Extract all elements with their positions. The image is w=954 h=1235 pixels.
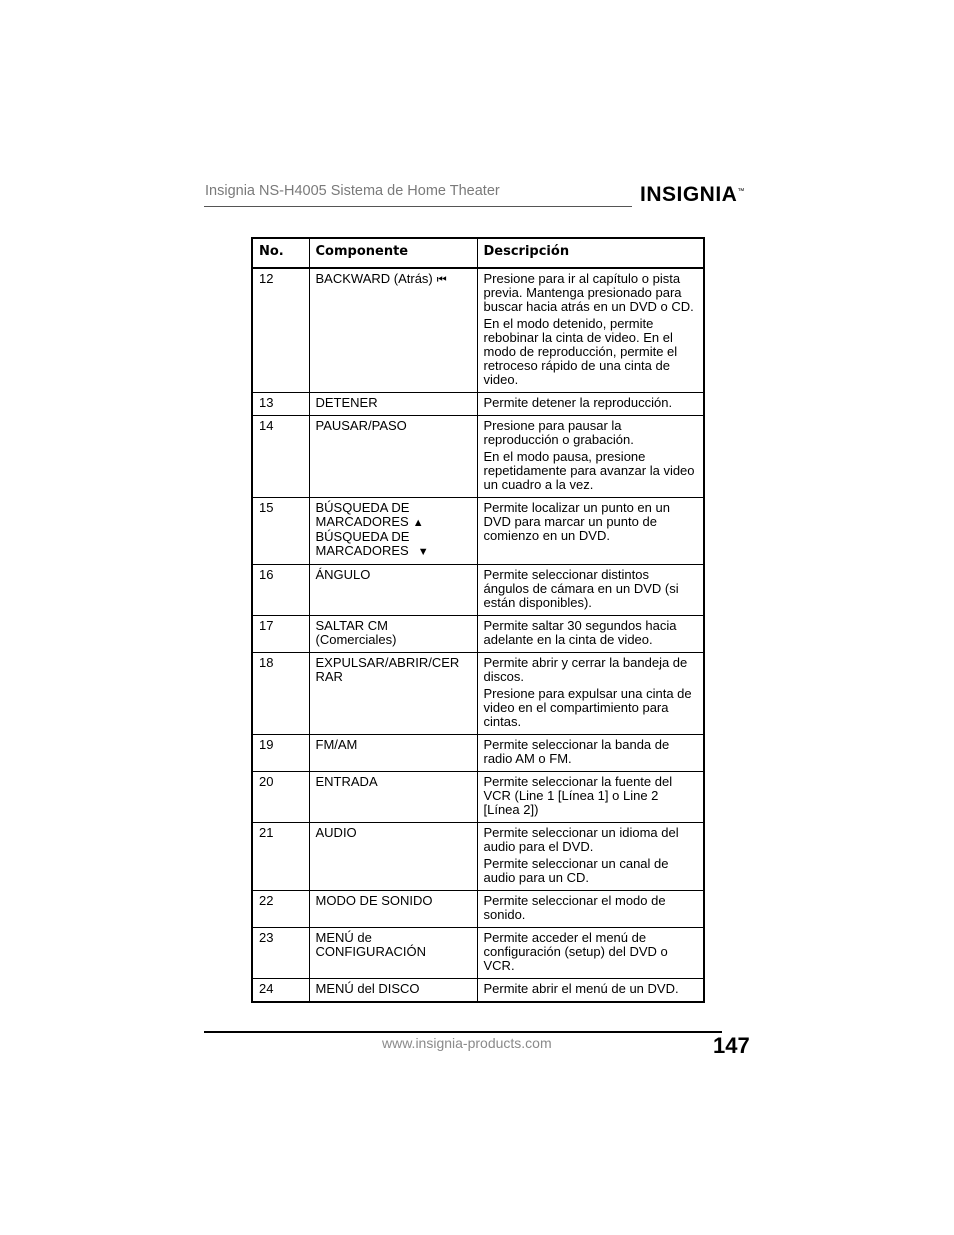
footer-url[interactable]: www.insignia-products.com bbox=[382, 1035, 552, 1051]
table-row bbox=[252, 498, 704, 565]
page-number: 147 bbox=[713, 1033, 750, 1058]
row-number: 14 bbox=[252, 416, 309, 498]
description-cell bbox=[477, 565, 704, 616]
row-number: 22 bbox=[252, 891, 309, 928]
description-text: En el modo pausa, presione repetidamente para avanzar la video un cuadro a la vez. bbox=[483, 449, 695, 492]
table-row bbox=[252, 928, 704, 979]
table-row bbox=[252, 393, 704, 416]
description-cell bbox=[477, 653, 704, 735]
column-header-description: Descripción bbox=[477, 238, 704, 268]
column-header-component: Componente bbox=[309, 238, 477, 268]
component-label: PAUSAR/PASO bbox=[309, 416, 477, 498]
description-text: Permite seleccionar la fuente del VCR (Line 1 [Línea 1] o Line 2 [Línea 2]) bbox=[483, 774, 673, 817]
component-label: SALTAR CM bbox=[315, 618, 388, 633]
header-title: Insignia NS-H4005 Sistema de Home Theater bbox=[205, 183, 500, 199]
description-cell bbox=[477, 772, 704, 823]
trademark-symbol: ™ bbox=[737, 188, 745, 195]
description-text: Permite abrir el menú de un DVD. bbox=[483, 981, 679, 996]
table-row bbox=[252, 565, 704, 616]
description-cell bbox=[477, 416, 704, 498]
description-text: En el modo detenido, permite rebobinar la cinta de video. En el modo de reproducción, permite el retroceso rápido de una cinta de video. bbox=[483, 316, 678, 387]
description-text: Permite acceder el menú de configuración (setup) del DVD o VCR. bbox=[483, 930, 668, 973]
table-header-row bbox=[252, 238, 704, 268]
row-number: 17 bbox=[252, 616, 309, 653]
brand-logo bbox=[640, 183, 745, 207]
description-cell bbox=[477, 735, 704, 772]
row-number: 20 bbox=[252, 772, 309, 823]
brand-logo-text: INSIGNIA bbox=[640, 183, 738, 206]
component-label: MARCADORES bbox=[315, 514, 409, 529]
description-text: Permite abrir y cerrar la bandeja de discos. bbox=[483, 655, 688, 684]
description-cell bbox=[477, 891, 704, 928]
component-label: MENÚ de bbox=[315, 930, 372, 945]
description-text: Presione para expulsar una cinta de video en el compartimiento para cintas. bbox=[483, 686, 692, 729]
table-row bbox=[252, 653, 704, 735]
component-label: EXPULSAR/ABRIR/CER bbox=[315, 655, 460, 670]
header-rule bbox=[204, 206, 632, 207]
table-row bbox=[252, 979, 704, 1003]
description-cell bbox=[477, 928, 704, 979]
row-number: 24 bbox=[252, 979, 309, 1003]
row-number: 13 bbox=[252, 393, 309, 416]
table-row bbox=[252, 772, 704, 823]
component-label: ÁNGULO bbox=[309, 565, 477, 616]
table-row bbox=[252, 735, 704, 772]
component-label: MARCADORES bbox=[315, 543, 409, 558]
component-label: RAR bbox=[315, 669, 343, 684]
component-label: (Comerciales) bbox=[315, 632, 397, 647]
rewind-skip-icon: ⏮ bbox=[436, 274, 447, 286]
description-cell bbox=[477, 268, 704, 393]
description-text: Permite detener la reproducción. bbox=[483, 395, 673, 410]
component-label: MENÚ del DISCO bbox=[309, 979, 477, 1003]
component-label: BÚSQUEDA DE bbox=[315, 500, 410, 515]
component-label: ENTRADA bbox=[309, 772, 477, 823]
up-triangle-icon: ▲ bbox=[412, 517, 424, 529]
description-text: Permite seleccionar un idioma del audio para el DVD. bbox=[483, 825, 679, 854]
description-text: Permite seleccionar la banda de radio AM o FM. bbox=[483, 737, 670, 766]
component-label: MODO DE SONIDO bbox=[309, 891, 477, 928]
component-cell bbox=[309, 616, 477, 653]
table-row bbox=[252, 416, 704, 498]
description-text: Presione para pausar la reproducción o grabación. bbox=[483, 418, 634, 447]
description-text: Permite seleccionar el modo de sonido. bbox=[483, 893, 666, 922]
description-text: Presione para ir al capítulo o pista previa. Mantenga presionado para buscar hacia atrás en un DVD o CD. bbox=[483, 271, 694, 314]
description-cell bbox=[477, 823, 704, 891]
component-label: FM/AM bbox=[309, 735, 477, 772]
table-row bbox=[252, 616, 704, 653]
component-label: CONFIGURACIÓN bbox=[315, 944, 426, 959]
description-text: Permite saltar 30 segundos hacia adelante en la cinta de video. bbox=[483, 618, 677, 647]
component-label: DETENER bbox=[309, 393, 477, 416]
description-text: Permite seleccionar distintos ángulos de cámara en un DVD (si están disponibles). bbox=[483, 567, 679, 610]
component-cell bbox=[309, 928, 477, 979]
table-row bbox=[252, 823, 704, 891]
row-number: 21 bbox=[252, 823, 309, 891]
row-number: 15 bbox=[252, 498, 309, 565]
description-text: Permite localizar un punto en un DVD para marcar un punto de comienzo en un DVD. bbox=[483, 500, 670, 543]
description-cell bbox=[477, 498, 704, 565]
table-row bbox=[252, 891, 704, 928]
description-text: Permite seleccionar un canal de audio para un CD. bbox=[483, 856, 669, 885]
down-triangle-icon: ▼ bbox=[417, 546, 429, 558]
footer-rule bbox=[204, 1031, 722, 1033]
component-cell bbox=[309, 653, 477, 735]
component-cell bbox=[309, 268, 477, 393]
component-label: BACKWARD (Atrás) bbox=[315, 271, 433, 286]
row-number: 18 bbox=[252, 653, 309, 735]
description-cell bbox=[477, 616, 704, 653]
column-header-no: No. bbox=[252, 238, 309, 268]
row-number: 19 bbox=[252, 735, 309, 772]
description-cell bbox=[477, 393, 704, 416]
row-number: 12 bbox=[252, 268, 309, 393]
row-number: 16 bbox=[252, 565, 309, 616]
row-number: 23 bbox=[252, 928, 309, 979]
components-table bbox=[251, 237, 705, 1003]
component-label: AUDIO bbox=[309, 823, 477, 891]
table-row bbox=[252, 268, 704, 393]
description-cell bbox=[477, 979, 704, 1003]
component-label: BÚSQUEDA DE bbox=[315, 529, 410, 544]
component-cell bbox=[309, 498, 477, 565]
